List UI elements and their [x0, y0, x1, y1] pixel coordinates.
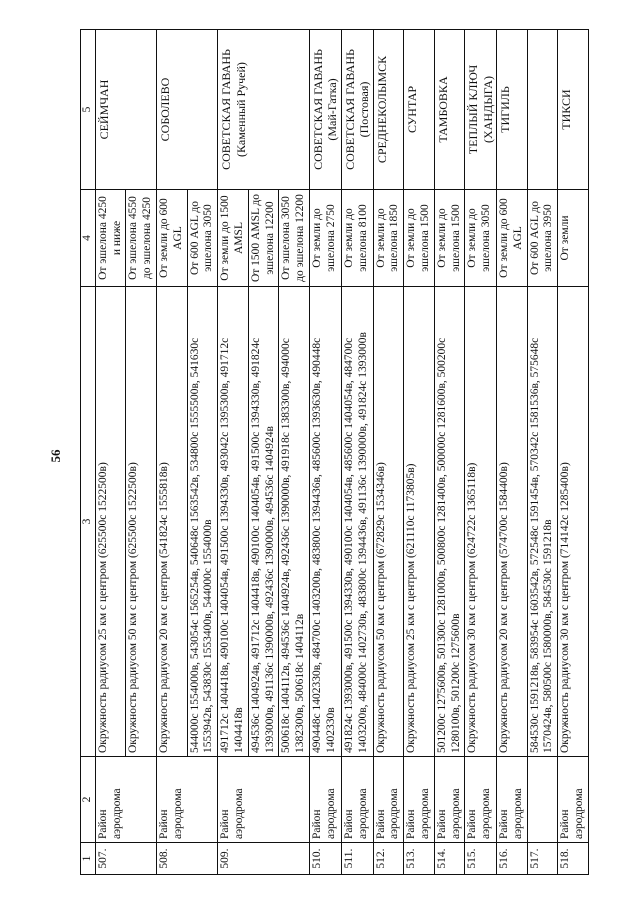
altitude-limits: От земли до эшелона 8100 — [341, 190, 373, 287]
table-row — [218, 30, 249, 875]
altitude-limits: От земли до эшелона 1500 — [434, 190, 465, 287]
area-type: Район аэродрома — [434, 757, 465, 843]
altitude-limits: От 600 AGL до эшелона 3950 — [527, 190, 558, 287]
area-type: Район аэродрома — [373, 757, 404, 843]
table-row — [309, 30, 341, 875]
aerodrome-name — [527, 30, 558, 190]
table-row — [404, 30, 435, 875]
boundary-coords: 494536с 1404924в, 491712с 1404418в, 490100с 1404054в, 491500с 1394330в, 491824с 1393000в, 491136с 1390000в, 492436с 1390000в, 494536с 1404924в — [248, 287, 279, 757]
boundary-coords: Окружность радиусом 25 км с центром (625500с 1522500в) — [95, 287, 126, 757]
altitude-limits: От эшелона 3050 до эшелона 12200 — [279, 190, 310, 287]
table-row — [373, 30, 404, 875]
row-number: 507. — [95, 843, 156, 875]
page-number: 56 — [48, 449, 63, 463]
altitude-limits: От земли до 600 AGL — [156, 190, 187, 287]
aerodrome-name: ТИКСИ — [558, 30, 589, 190]
aerodrome-name: ТЕПЛЫЙ КЛЮЧ (ХАНДЫГА) — [465, 30, 497, 190]
aerodrome-name: СРЕДНЕКОЛЫМСК — [373, 30, 404, 190]
boundary-coords: 491712с 1404418в, 490100с 1404054в, 491500с 1394330в, 493042с 1395300в, 491712с 1404418в — [218, 287, 249, 757]
area-type: Район аэродрома — [309, 757, 341, 843]
area-type: Район аэродрома — [558, 757, 589, 843]
row-number: 509. — [218, 843, 310, 875]
table-row — [558, 30, 589, 875]
row-number: 508. — [156, 843, 217, 875]
boundary-coords: 490448с 1402330в, 484700с 1403200в, 483800с 1394436в, 485600с 1393630в, 490448с 1402330в — [309, 287, 341, 757]
column-header: 1 — [81, 843, 96, 875]
altitude-limits: От земли до эшелона 2750 — [309, 190, 341, 287]
table-row — [465, 30, 497, 875]
row-number: 515. — [465, 843, 497, 875]
row-number: 518. — [558, 843, 589, 875]
boundary-coords: 501200с 1275600в, 501300с 1281000в, 500800с 1281400в, 500000с 1281600в, 500200с 1280100в, 501200с 1275600в — [434, 287, 465, 757]
area-type: Район аэродрома — [156, 757, 217, 843]
rotated-page — [80, 30, 610, 875]
table-row — [434, 30, 465, 875]
boundary-coords: Окружность радиусом 30 км с центром (624722с 1365118в) — [465, 287, 497, 757]
aerodrome-name: СОВЕТСКАЯ ГАВАНЬ (Постовая) — [341, 30, 373, 190]
boundary-coords: 544000с 1554000в, 543054с 1565254в, 540648с 1563542в, 534800с 1555500в, 541630с 1553942в, 543830с 1553400в, 544000с 1554000в — [187, 287, 218, 757]
aerodrome-name: СУНТАР — [404, 30, 435, 190]
column-header: 3 — [81, 287, 96, 757]
altitude-limits: От земли до эшелона 1500 — [404, 190, 435, 287]
aerodrome-name: СОБОЛЕВО — [156, 30, 217, 190]
row-number: 511. — [341, 843, 373, 875]
boundary-coords: Окружность радиусом 20 км с центром (541824с 1555818в) — [156, 287, 187, 757]
altitude-limits: От эшелона 4550 до эшелона 4250 — [126, 190, 157, 287]
altitude-limits: От земли до 600 AGL — [497, 190, 528, 287]
altitude-limits: От земли — [558, 190, 589, 287]
row-number: 517. — [527, 843, 558, 875]
aerodrome-name: ТИГИЛЬ — [497, 30, 528, 190]
altitude-limits: От земли до эшелона 3050 — [465, 190, 497, 287]
boundary-coords: Окружность радиусом 50 км с центром (625500с 1522500в) — [126, 287, 157, 757]
aerodrome-name: СОВЕТСКАЯ ГАВАНЬ (Май-Гатка) — [309, 30, 341, 190]
header-row — [81, 30, 96, 875]
area-type: Район аэродрома — [465, 757, 497, 843]
boundary-coords: 584530с 1591218в, 583954с 1603542в, 572548с 1591454в, 570342с 1581536в, 575648с 1570424в, 580500с 1580000в, 584530с 1591218в — [527, 287, 558, 757]
boundary-coords: Окружность радиусом 20 км с центром (574700с 1584400в) — [497, 287, 528, 757]
boundary-coords: Окружность радиусом 25 км с центром (621110с 1173805в) — [404, 287, 435, 757]
table-row — [497, 30, 528, 875]
boundary-coords: 500618с 1404112в, 494536с 1404924в, 492436с 1390000в, 491918с 1383300в, 494000с 1382300в, 500618с 1404112в — [279, 287, 310, 757]
area-type: Район аэродрома — [404, 757, 435, 843]
row-number: 513. — [404, 843, 435, 875]
table-row — [527, 30, 558, 875]
altitude-limits: От земли до 1500 AMSL — [218, 190, 249, 287]
altitude-limits: От эшелона 4250 и ниже — [95, 190, 126, 287]
area-type — [527, 757, 558, 843]
area-type: Район аэродрома — [218, 757, 310, 843]
area-type: Район аэродрома — [497, 757, 528, 843]
table-row — [95, 30, 126, 875]
column-header: 5 — [81, 30, 96, 190]
aerodrome-name: СЕЙМЧАН — [95, 30, 156, 190]
altitude-limits: От 600 AGL до эшелона 3050 — [187, 190, 218, 287]
column-header: 4 — [81, 190, 96, 287]
aerodrome-name: СОВЕТСКАЯ ГАВАНЬ (Каменный Ручей) — [218, 30, 310, 190]
area-type: Район аэродрома — [341, 757, 373, 843]
airspace-table — [80, 29, 589, 875]
aerodrome-name: ТАМБОВКА — [434, 30, 465, 190]
row-number: 512. — [373, 843, 404, 875]
row-number: 514. — [434, 843, 465, 875]
row-number: 516. — [497, 843, 528, 875]
boundary-coords: Окружность радиусом 30 км с центром (714142с 1285400в) — [558, 287, 589, 757]
row-number: 510. — [309, 843, 341, 875]
table-row — [156, 30, 187, 875]
boundary-coords: 491824с 1393000в, 491500с 1394330в, 490100с 1404054в, 485600с 1404054в, 484700с 1403200в, 484000с 1402730в, 483800с 1394436в, 491136с 1390000в, 491824с 1393000в — [341, 287, 373, 757]
table-body — [95, 30, 588, 875]
boundary-coords: Окружность радиусом 50 км с центром (672829с 1534346в) — [373, 287, 404, 757]
area-type: Район аэродрома — [95, 757, 156, 843]
altitude-limits: От 1500 AMSL до эшелона 12200 — [248, 190, 279, 287]
table-row — [341, 30, 373, 875]
column-header: 2 — [81, 757, 96, 843]
altitude-limits: От земли до эшелона 1850 — [373, 190, 404, 287]
